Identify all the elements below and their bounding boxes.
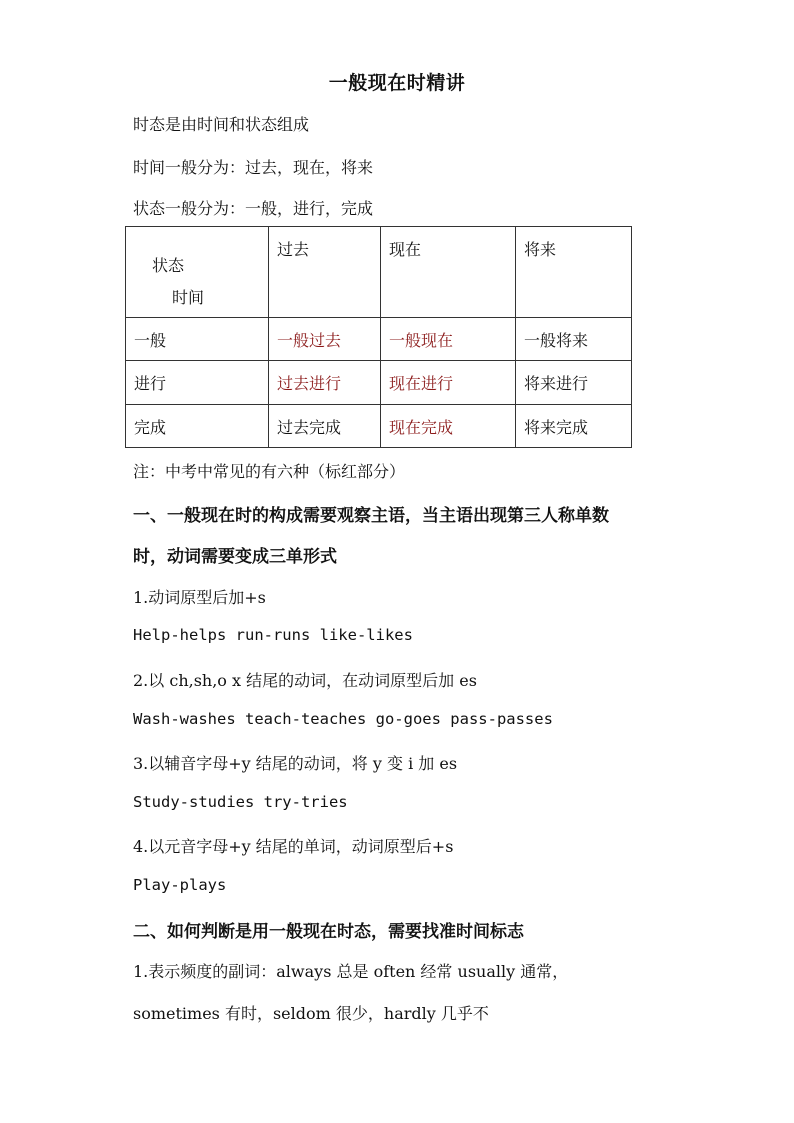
row-label-progressive: 进行 xyxy=(126,361,269,405)
page-title: 一般现在时精讲 xyxy=(328,72,466,94)
section1-heading-line2: 时，动词需要变成三单形式 xyxy=(133,547,337,567)
rule-2: 2.以 ch,sh,o x 结尾的动词，在动词原型后加 es xyxy=(133,671,477,690)
example-3: Study-studies try-tries xyxy=(133,793,348,811)
row-label-perfect: 完成 xyxy=(126,405,269,448)
tense-table xyxy=(125,226,632,448)
column-header-future: 将来 xyxy=(516,227,632,318)
section2-item1-line1: 1.表示频度的副词：always 总是 often 经常 usually 通常， xyxy=(133,962,569,981)
table-row xyxy=(126,405,632,448)
table-row xyxy=(126,361,632,405)
rule-1: 1.动词原型后加+s xyxy=(133,588,266,607)
table-cell: 过去完成 xyxy=(269,405,381,448)
section2-heading: 二、如何判断是用一般现在时态，需要找准时间标志 xyxy=(133,922,524,942)
rule-4: 4.以元音字母+y 结尾的单词，动词原型后+s xyxy=(133,837,454,856)
example-2: Wash-washes teach-teaches go-goes pass-passes xyxy=(133,710,553,728)
table-cell: 将来进行 xyxy=(516,361,632,405)
column-header-past: 过去 xyxy=(269,227,381,318)
intro-line-1: 时态是由时间和状态组成 xyxy=(133,115,310,134)
table-cell: 一般现在 xyxy=(381,318,516,361)
table-cell: 现在完成 xyxy=(381,405,516,448)
table-note: 注：中考中常见的有六种（标红部分） xyxy=(133,462,406,481)
row-label-simple: 一般 xyxy=(126,318,269,361)
rule-3: 3.以辅音字母+y 结尾的动词，将 y 变 i 加 es xyxy=(133,754,458,773)
table-corner-cell xyxy=(126,227,269,318)
section2-item1-line2: sometimes 有时，seldom 很少，hardly 几乎不 xyxy=(133,1004,489,1023)
corner-label-time: 时间 xyxy=(172,288,205,307)
table-cell: 现在进行 xyxy=(381,361,516,405)
column-header-present: 现在 xyxy=(381,227,516,318)
intro-line-3: 状态一般分为：一般，进行，完成 xyxy=(133,199,374,218)
table-cell: 过去进行 xyxy=(269,361,381,405)
table-cell: 将来完成 xyxy=(516,405,632,448)
section1-heading-line1: 一、一般现在时的构成需要观察主语，当主语出现第三人称单数 xyxy=(133,506,609,526)
intro-line-2: 时间一般分为：过去，现在，将来 xyxy=(133,158,374,177)
table-cell: 一般过去 xyxy=(269,318,381,361)
table-cell: 一般将来 xyxy=(516,318,632,361)
table-header-row xyxy=(126,227,632,318)
corner-label-state: 状态 xyxy=(152,256,185,275)
table-row xyxy=(126,318,632,361)
example-1: Help-helps run-runs like-likes xyxy=(133,626,413,644)
example-4: Play-plays xyxy=(133,876,227,894)
